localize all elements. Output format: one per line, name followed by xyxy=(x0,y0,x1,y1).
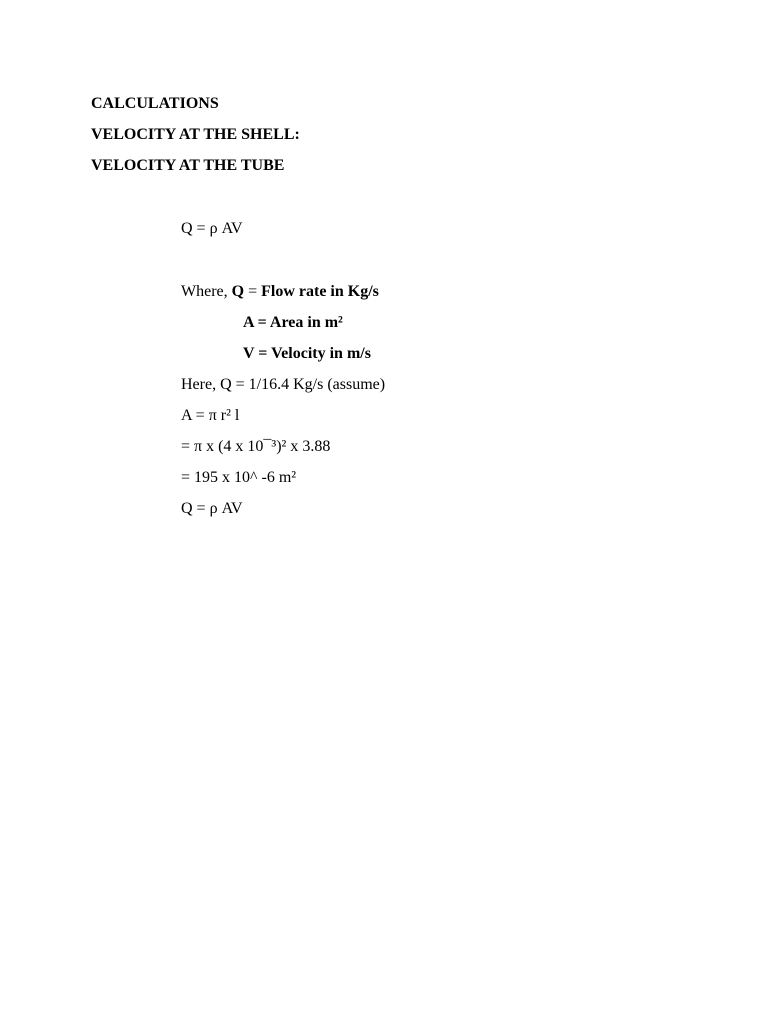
velocity-definition: V = Velocity in m/s xyxy=(243,345,371,362)
q-description: Flow rate in Kg/s xyxy=(261,283,379,300)
here-assumption: Here, Q = 1/16.4 Kg/s (assume) xyxy=(181,376,386,393)
q-symbol: Q xyxy=(231,283,245,300)
q-equals: = xyxy=(244,283,262,300)
heading-velocity-shell: VELOCITY AT THE SHELL: xyxy=(91,126,300,143)
formula-flow: Q = ρ AV xyxy=(181,220,243,237)
area-formula: A = π r² l xyxy=(181,407,240,424)
area-definition: A = Area in m² xyxy=(243,314,343,331)
area-result: = 195 x 10^ -6 m² xyxy=(181,469,297,486)
formula-flow-repeat: Q = ρ AV xyxy=(181,500,243,517)
area-calculation: = π x (4 x 10¯³)² x 3.88 xyxy=(181,438,331,455)
heading-velocity-tube: VELOCITY AT THE TUBE xyxy=(91,157,285,174)
where-line xyxy=(181,282,379,302)
heading-calculations: CALCULATIONS xyxy=(91,95,219,112)
where-prefix: Where, xyxy=(181,283,232,300)
